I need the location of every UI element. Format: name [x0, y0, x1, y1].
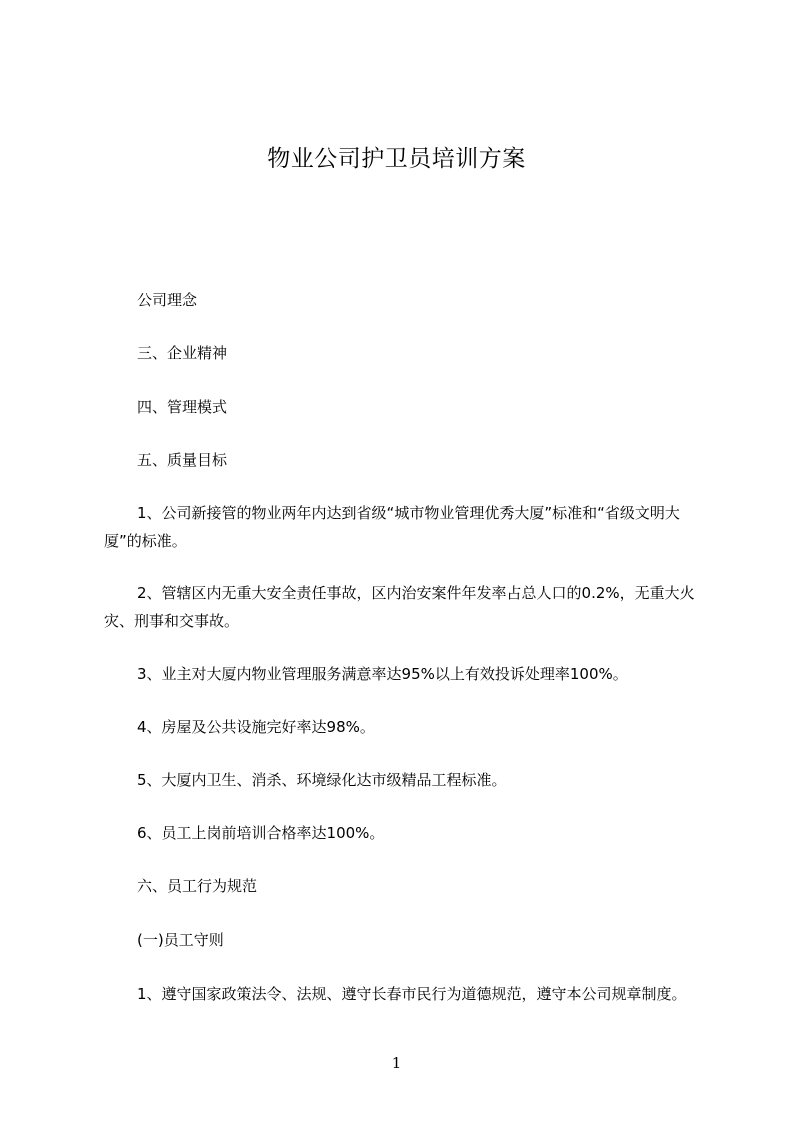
- paragraph-company-philosophy: 公司理念: [137, 291, 198, 309]
- document-title: 物业公司护卫员培训方案: [267, 146, 526, 172]
- heading-management-mode: 四、管理模式: [137, 398, 228, 416]
- paragraph-goal-2: 2、管辖区内无重大安全责任事故，区内治安案件年发率占总人口的0.2%，无重大火灾、刑事和交事故。: [104, 584, 695, 630]
- paragraph-goal-6: 6、员工上岗前培训合格率达100%。: [137, 824, 385, 842]
- heading-enterprise-spirit: 三、企业精神: [137, 344, 228, 362]
- paragraph-rule-1: 1、遵守国家政策法令、法规、遵守长春市民行为道德规范，遵守本公司规章制度。: [137, 985, 687, 1003]
- heading-quality-goals: 五、质量目标: [137, 451, 228, 469]
- paragraph-goal-3: 3、业主对大厦内物业管理服务满意率达95%以上有效投诉处理率100%。: [137, 665, 628, 683]
- paragraph-goal-4: 4、房屋及公共设施完好率达98%。: [137, 718, 375, 736]
- page-number: 1: [391, 1054, 402, 1072]
- heading-staff-conduct: 六、员工行为规范: [137, 877, 258, 895]
- paragraph-goal-5: 5、大厦内卫生、消杀、环境绿化达市级精品工程标准。: [137, 771, 507, 789]
- paragraph-goal-1: 1、公司新接管的物业两年内达到省级“城市物业管理优秀大厦”标准和“省级文明大厦”的标准。: [104, 504, 680, 550]
- subheading-staff-rules: (一)员工守则: [137, 931, 224, 949]
